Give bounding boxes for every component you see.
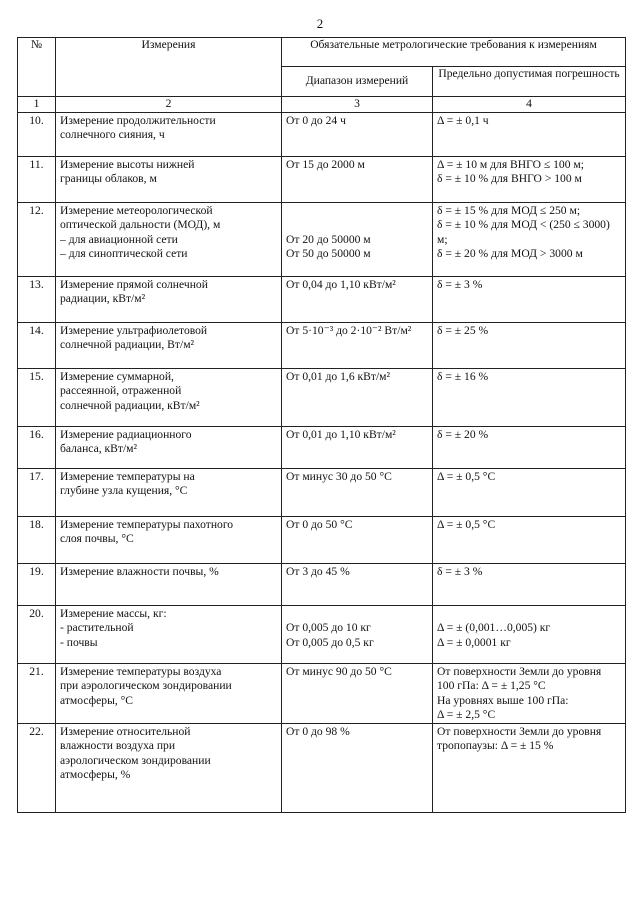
cell-error: [433, 368, 626, 426]
range-line: От 3 до 45 %: [286, 564, 350, 578]
error-line: [437, 607, 621, 622]
column-number: 2: [56, 97, 282, 113]
table-row: [18, 605, 626, 663]
cell-range: [282, 112, 433, 156]
cell-error: [433, 276, 626, 322]
cell-range: [282, 468, 433, 516]
error-line: δ = ± 25 %: [437, 323, 489, 337]
name-line: Измерение суммарной,: [60, 369, 174, 383]
name-line: – для синоптической сети: [60, 247, 188, 260]
error-line: 100 гПа: Δ = ± 1,25 °С: [437, 679, 546, 692]
cell-name: [56, 563, 282, 605]
cell-error: [433, 516, 626, 563]
cell-range: [282, 723, 433, 812]
range-line: [286, 204, 428, 219]
name-line: границы облаков, м: [60, 172, 157, 185]
name-line: атмосферы, %: [60, 768, 131, 781]
cell-name: [56, 156, 282, 202]
range-line: От минус 90 до 50 °С: [286, 664, 392, 678]
name-line: Измерение радиационного: [60, 427, 192, 441]
name-line: солнечного сияния, ч: [60, 128, 165, 141]
cell-name: [56, 516, 282, 563]
range-line: От 0 до 50 °С: [286, 517, 353, 531]
cell-range: [282, 426, 433, 468]
header-measurement: Измерения: [56, 38, 282, 97]
table-row: [18, 663, 626, 723]
name-line: рассеянной, отраженной: [60, 384, 182, 397]
cell-error: [433, 426, 626, 468]
range-line: От 0,005 до 10 кг: [286, 621, 371, 634]
column-number-row: [18, 97, 626, 113]
column-number: 3: [282, 97, 433, 113]
name-line: слоя почвы, °С: [60, 532, 134, 545]
name-line: Измерение высоты нижней: [60, 157, 195, 171]
row-number: 12.: [18, 202, 56, 276]
name-line: солнечной радиации, Вт/м²: [60, 338, 195, 351]
table-row: [18, 368, 626, 426]
name-line: при аэрологическом зондировании: [60, 679, 232, 692]
range-line: От 0,005 до 0,5 кг: [286, 635, 374, 649]
table-row: [18, 563, 626, 605]
error-line: δ = ± 3 %: [437, 564, 483, 578]
cell-name: [56, 468, 282, 516]
table-row: [18, 426, 626, 468]
row-number: 19.: [18, 563, 56, 605]
cell-range: [282, 322, 433, 368]
name-line: оптической дальности (МОД), м: [60, 218, 221, 231]
error-line: δ = ± 10 % для МОД < (250 ≤ 3000): [437, 218, 610, 231]
error-line: м;: [437, 232, 448, 246]
row-number: 14.: [18, 322, 56, 368]
error-line: δ = ± 3 %: [437, 277, 483, 291]
error-line: От поверхности Земли до уровня: [437, 724, 602, 738]
range-line: От 5·10⁻³ до 2·10⁻² Вт/м²: [286, 323, 412, 337]
cell-range: [282, 663, 433, 723]
header-requirements: Обязательные метрологические требования к измерениям: [282, 38, 626, 67]
cell-name: [56, 112, 282, 156]
cell-range: [282, 368, 433, 426]
table-row: [18, 112, 626, 156]
error-line: Δ = ± 0,0001 кг: [437, 635, 511, 649]
name-line: Измерение температуры на: [60, 469, 195, 483]
error-line: δ = ± 16 %: [437, 369, 489, 383]
cell-name: [56, 202, 282, 276]
cell-error: [433, 202, 626, 276]
table-row: [18, 156, 626, 202]
header-range: Диапазон измерений: [282, 67, 433, 97]
header-row: [18, 38, 626, 67]
header-error: Предельно допустимая погрешность: [433, 67, 626, 97]
page-number: 2: [316, 16, 324, 31]
header-num: №: [18, 38, 56, 97]
name-line: Измерение метеорологической: [60, 203, 213, 217]
name-line: аэрологическом зондировании: [60, 753, 211, 767]
row-number: 20.: [18, 605, 56, 663]
cell-error: [433, 468, 626, 516]
error-line: δ = ± 10 % для ВНГО > 100 м: [437, 172, 582, 185]
cell-name: [56, 723, 282, 812]
cell-range: [282, 156, 433, 202]
error-line: Δ = ± 0,1 ч: [437, 113, 489, 127]
row-number: 18.: [18, 516, 56, 563]
cell-name: [56, 276, 282, 322]
table-row: [18, 322, 626, 368]
row-number: 13.: [18, 276, 56, 322]
cell-name: [56, 426, 282, 468]
table-row: [18, 468, 626, 516]
error-line: Δ = ± 0,5 °С: [437, 517, 496, 531]
name-line: солнечной радиации, кВт/м²: [60, 398, 200, 412]
column-number: 1: [18, 97, 56, 113]
error-line: δ = ± 20 % для МОД > 3000 м: [437, 247, 583, 260]
name-line: - почвы: [60, 635, 98, 649]
table-row: [18, 723, 626, 812]
cell-range: [282, 605, 433, 663]
range-line: От 20 до 50000 м: [286, 232, 371, 246]
range-line: От минус 30 до 50 °С: [286, 469, 392, 483]
name-line: Измерение массы, кг:: [60, 606, 167, 620]
table-row: [18, 516, 626, 563]
range-line: От 0,04 до 1,10 кВт/м²: [286, 277, 396, 291]
name-line: атмосферы, °С: [60, 693, 134, 707]
name-line: Измерение относительной: [60, 724, 191, 738]
error-line: Δ = ± (0,001…0,005) кг: [437, 621, 551, 634]
row-number: 22.: [18, 723, 56, 812]
error-line: На уровнях выше 100 гПа:: [437, 693, 569, 707]
name-line: влажности воздуха при: [60, 739, 176, 752]
error-line: От поверхности Земли до уровня: [437, 664, 602, 678]
error-line: δ = ± 20 %: [437, 427, 489, 441]
error-line: Δ = ± 0,5 °С: [437, 469, 496, 483]
range-line: От 0,01 до 1,6 кВт/м²: [286, 369, 390, 383]
cell-name: [56, 605, 282, 663]
cell-range: [282, 563, 433, 605]
name-line: – для авиационной сети: [60, 232, 178, 246]
table-row: [18, 202, 626, 276]
range-line: От 50 до 50000 м: [286, 247, 371, 260]
table-row: [18, 276, 626, 322]
row-number: 21.: [18, 663, 56, 723]
cell-error: [433, 112, 626, 156]
cell-name: [56, 663, 282, 723]
cell-error: [433, 322, 626, 368]
name-line: глубине узла кущения, °С: [60, 484, 188, 497]
name-line: Измерение влажности почвы, %: [60, 564, 219, 578]
cell-error: [433, 563, 626, 605]
cell-range: [282, 516, 433, 563]
cell-error: [433, 605, 626, 663]
range-line: От 15 до 2000 м: [286, 157, 365, 171]
range-line: [286, 218, 428, 233]
row-number: 10.: [18, 112, 56, 156]
cell-error: [433, 723, 626, 812]
range-line: [286, 607, 428, 622]
name-line: Измерение продолжительности: [60, 113, 216, 127]
name-line: Измерение температуры воздуха: [60, 664, 222, 678]
cell-error: [433, 156, 626, 202]
range-line: От 0,01 до 1,10 кВт/м²: [286, 427, 396, 441]
cell-range: [282, 202, 433, 276]
row-number: 16.: [18, 426, 56, 468]
cell-name: [56, 368, 282, 426]
cell-name: [56, 322, 282, 368]
error-line: δ = ± 15 % для МОД ≤ 250 м;: [437, 203, 581, 217]
row-number: 11.: [18, 156, 56, 202]
name-line: баланса, кВт/м²: [60, 442, 137, 455]
range-line: От 0 до 98 %: [286, 724, 350, 738]
error-line: Δ = ± 10 м для ВНГО ≤ 100 м;: [437, 157, 584, 171]
name-line: Измерение температуры пахотного: [60, 517, 234, 531]
row-number: 17.: [18, 468, 56, 516]
range-line: От 0 до 24 ч: [286, 113, 346, 127]
name-line: Измерение прямой солнечной: [60, 277, 208, 291]
error-line: Δ = ± 2,5 °С: [437, 708, 496, 721]
cell-range: [282, 276, 433, 322]
name-line: - растительной: [60, 621, 134, 634]
name-line: радиации, кВт/м²: [60, 292, 146, 305]
cell-error: [433, 663, 626, 723]
requirements-table: [17, 37, 626, 813]
column-number: 4: [433, 97, 626, 113]
row-number: 15.: [18, 368, 56, 426]
error-line: тропопаузы: Δ = ± 15 %: [437, 739, 554, 752]
name-line: Измерение ультрафиолетовой: [60, 323, 208, 337]
